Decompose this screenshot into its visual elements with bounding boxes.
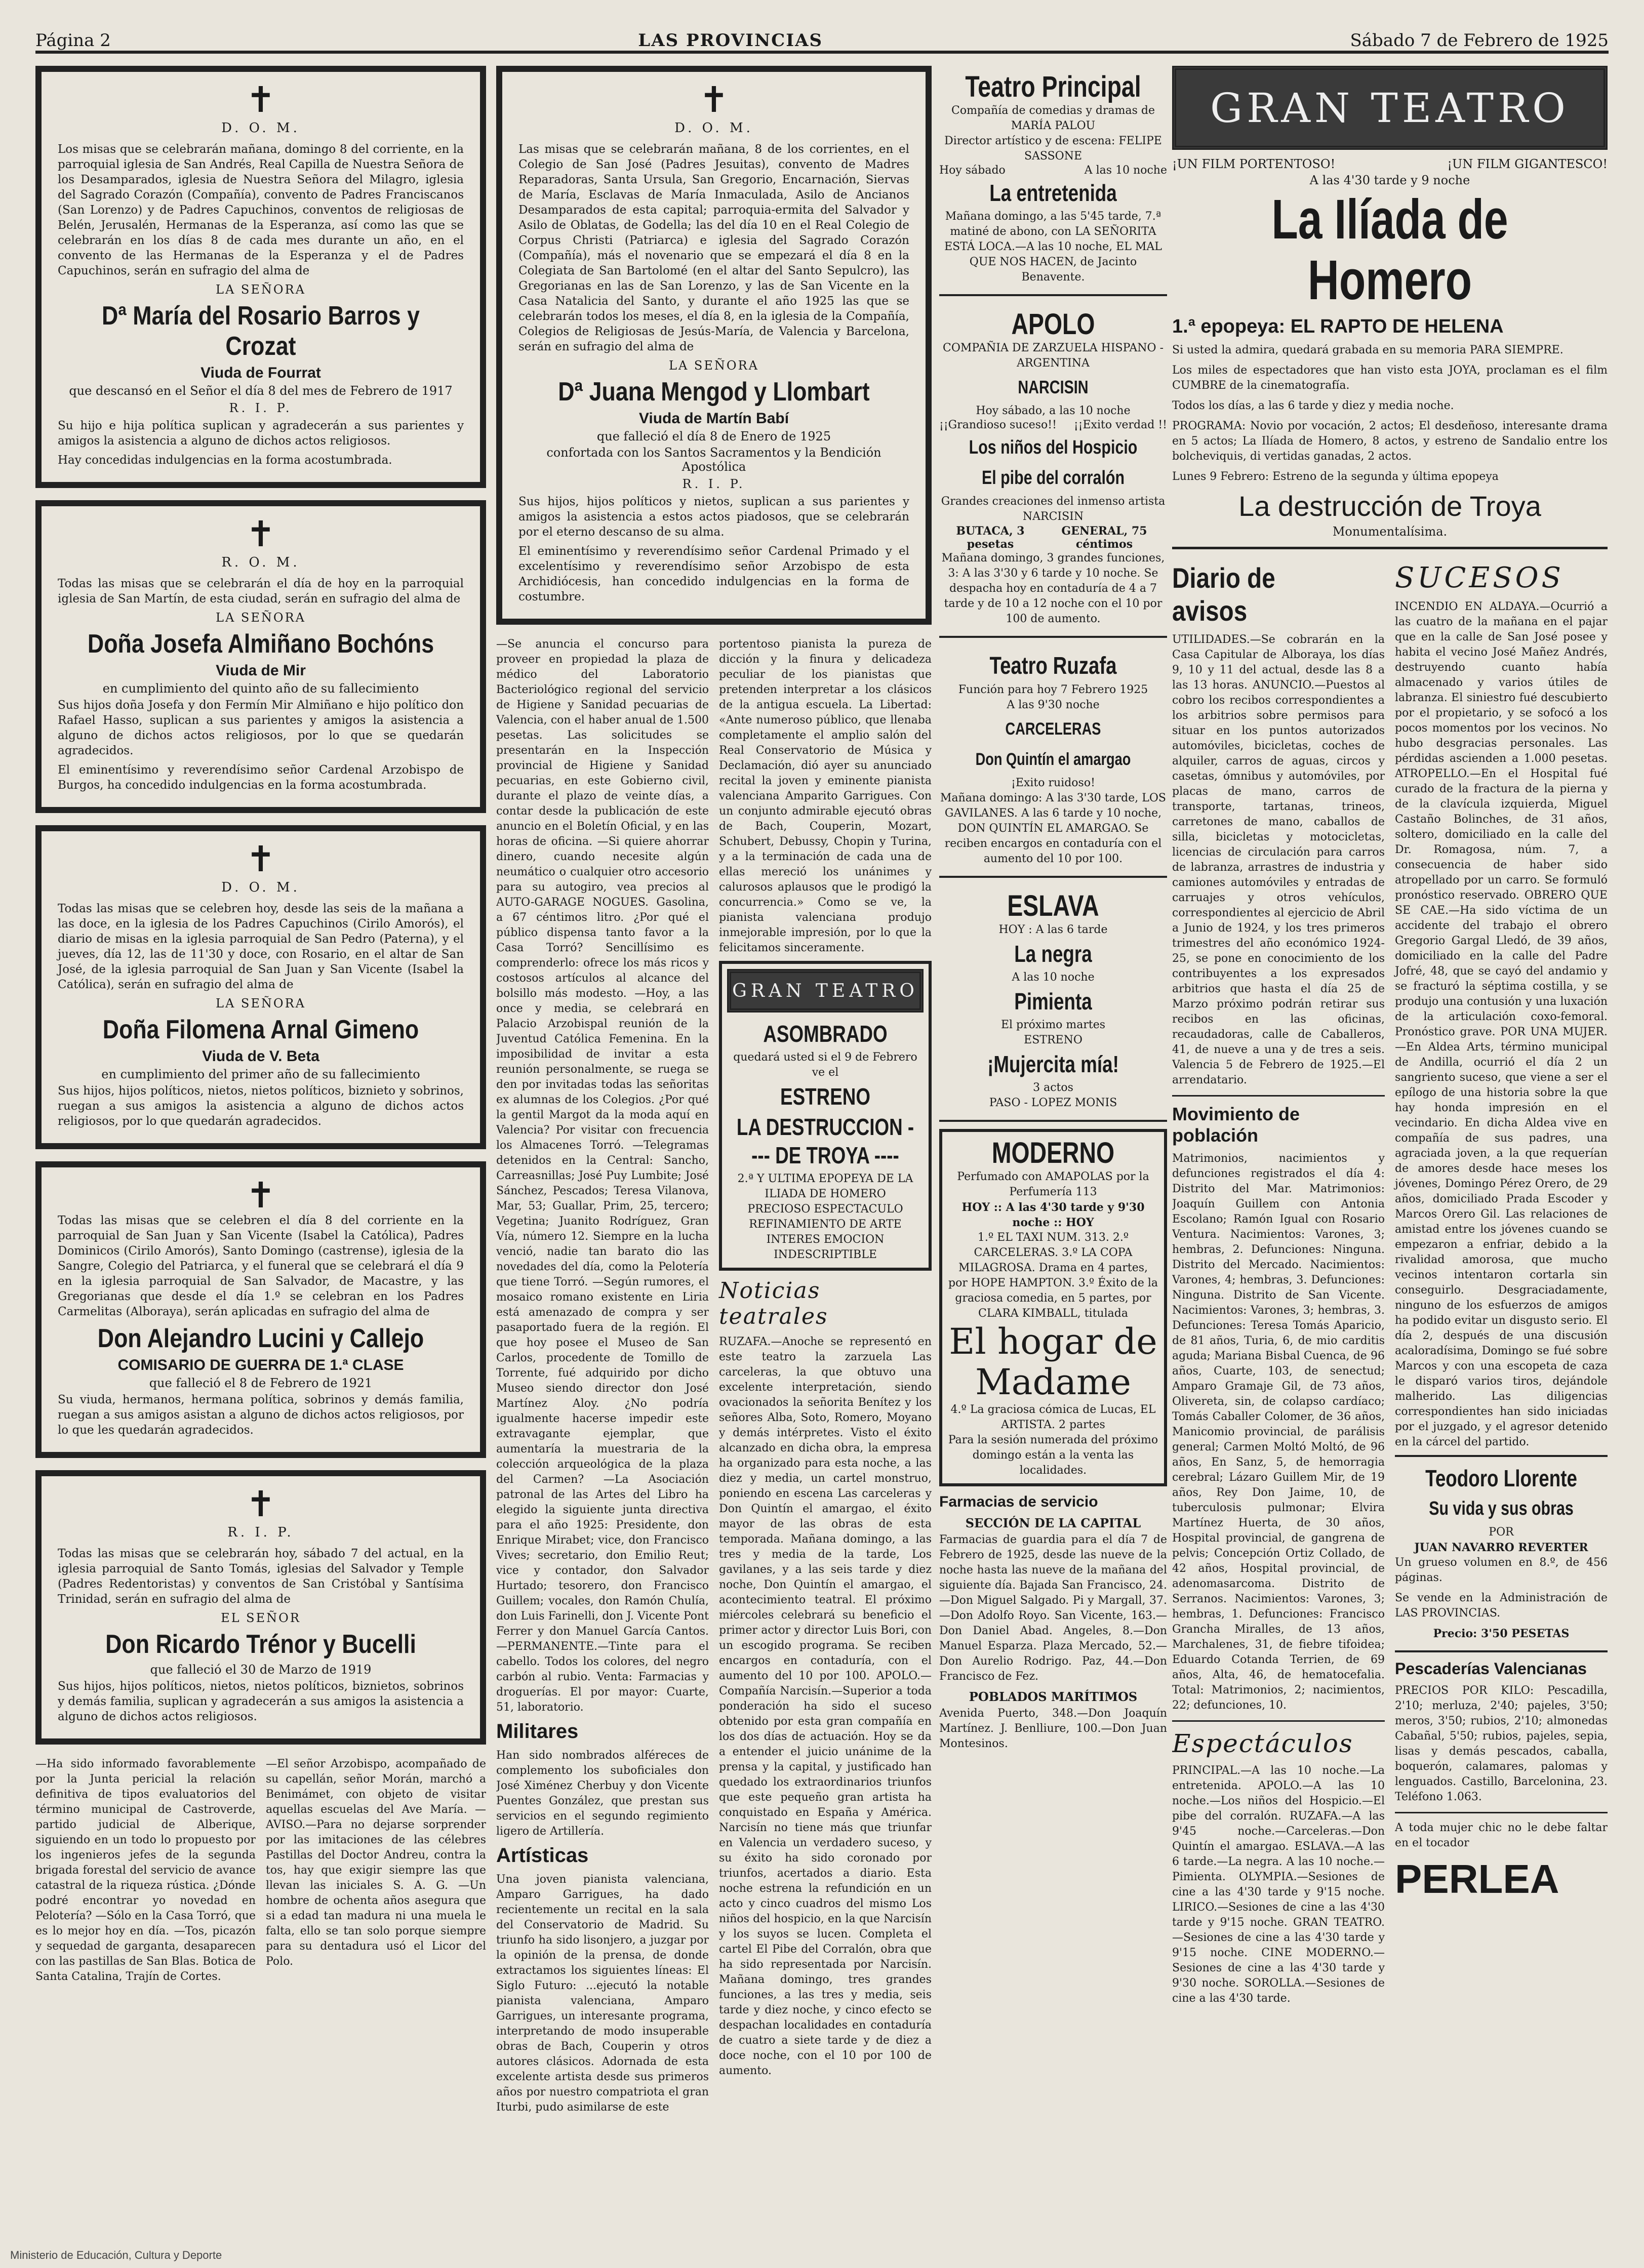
ad-title: MODERNO — [991, 1137, 1115, 1169]
ad-line: ¡Exito ruidoso! — [1011, 777, 1095, 789]
ad-banner: GRAN TEATRO — [727, 969, 924, 1012]
obituary-box — [496, 66, 932, 625]
obit-closing: Su hijo e hija política suplican y agradecerán a sus parientes y amigos la asistencia a alguno de dichos actos religiosos. — [58, 419, 464, 448]
obit-intro: Todas las misas que se celebrarán el día de hoy en la parroquial iglesia de San Martín, de esta ciudad, serán en sufragio del alma de — [58, 577, 464, 605]
ad-line: quedará usted si el 9 de Febrero ve el — [733, 1051, 917, 1079]
obit-intro: Todas las misas que se celebren hoy, desde las seis de la mañana a las doce, en la iglesia de los Padres Capuchinos (Cirilo Amorós), el diario de misas en la iglesia parroquial de San Pedro (Paterna), y el jueves, día 12, las de 11'30 y doce, con Rosario, en el altar de San José, de la iglesia parroquial de San Juan y San Vicente (Isabel la Católica), serán en sufragio del alma de — [58, 902, 464, 991]
ad-line: PASO - LOPEZ MONIS — [989, 1097, 1117, 1109]
obit-name: Dª Juana Mengod y Llombart — [558, 377, 870, 407]
obit-detail: que falleció el 8 de Febrero de 1921 — [149, 1376, 373, 1390]
obit-name: Don Ricardo Trénor y Bucelli — [105, 1630, 416, 1659]
ad-line: Mañana domingo, 3 grandes funciones, 3: A las 3'30 y 6 tarde y 10 noche. Se despacha hoy en contaduría de 4 a 7 tarde y de 10 a 12 noche con el 10 por 100 de aumento. — [941, 552, 1165, 625]
ad-line: Mañana domingo: A las 3'30 tarde, LOS GAVILANES. A las 6 tarde y 10 noche, DON QUINTÍN EL AMARGAO. Se reciben encargos en contaduría con el aumento del 10 por 100. — [940, 792, 1166, 865]
section-heading: Pescaderías Valencianas — [1395, 1659, 1587, 1678]
film-title: La destrucción de Troya — [1238, 490, 1541, 522]
ad-line: 2.ª Y ULTIMA EPOPEYA DE LA ILIADA DE HOMERO — [737, 1172, 913, 1200]
ad-line: A las 10 noche — [1084, 164, 1167, 177]
ad-line: Todos los días, a las 6 tarde y diez y media noche. — [1172, 399, 1454, 412]
obituary-box — [35, 825, 486, 1149]
cross-icon: ✝ — [246, 79, 276, 120]
news-text: Han sido nombrados alféreces de complemento los suboficiales don José Ximénez Cherbuy y don Vicente Puentes González, que prestan sus servicios en el segundo regimiento ligero de Artillería. — [496, 1749, 709, 1838]
section-heading: Militares — [496, 1720, 579, 1743]
column-cinema-sucesos — [1172, 66, 1608, 2207]
ad-show: CARCELERAS — [1005, 719, 1101, 739]
obit-dom: R. I. P. — [227, 1525, 294, 1540]
ad-title: Teatro Principal — [965, 70, 1141, 103]
shows-list: PRINCIPAL.—A las 10 noche.—La entretenida. APOLO.—A las 10 noche.—Los niños del Hospicio.—El pibe del corralón. RUZAFA.—A las 9'45 noche.—Carceleras.—Don Quintín el amargao. ESLAVA.—A las 6 tarde.—La negra. A las 10 noche.—Pimienta. OLYMPIA.—Sesiones de cine a las 4'30 tarde y 9'15 noche. LIRICO.—Sesiones de cine a las 4'30 tarde y 9'15 noche. GRAN TEATRO.—Sesiones de cine a las 4'30 tarde y 9'15 noche. CINE MODERNO.—Sesiones de cine a las 4'30 tarde y 9'30 noche. SOROLLA.—Sesiones de cine a las 4'30 tarde. — [1172, 1764, 1385, 2005]
news-columns — [496, 637, 932, 2120]
ad-line: Compañía de comedias y dramas de MARÍA PALOU — [951, 104, 1155, 132]
cross-icon: ✝ — [246, 838, 276, 880]
ad-show: Don Quintín el amargao — [975, 750, 1131, 769]
eslava-ad — [939, 885, 1167, 1122]
ad-title: Teatro Ruzafa — [989, 653, 1117, 679]
teatro-ruzafa-ad — [939, 645, 1167, 878]
obit-detail: que descansó en el Señor el día 8 del mes de Febrero de 1917 — [69, 384, 453, 398]
obituary-box — [35, 1470, 486, 1745]
obit-role: Viuda de Fourrat — [201, 364, 321, 381]
ad-line: PROGRAMA: Novio por vocación, 2 actos; El desdeñoso, interesante drama en 5 actos; La Ilíada de Homero, 8 actos, y estreno de Sandalio entre los bolcheviquis, di vertidas ganadas, 2 actos. — [1172, 420, 1608, 463]
obit-role: Viuda de Mir — [216, 662, 306, 679]
ad-show: La entretenida — [989, 180, 1117, 206]
gran-teatro-ad — [719, 961, 932, 1271]
obit-rip: R. I. P. — [682, 477, 746, 491]
obit-intro: Todas las misas que se celebren el día 8 del corriente en la parroquial de San Juan y San Vicente (Isabel la Católica), Padres Dominicos (Cirilo Amorós), Santo Domingo (castrense), iglesia de la Sangre, Colegio del Patriarca, y el funeral que se celebrará el día 9 en la iglesia parroquial de San Salvador, de Macastre, y las Gregorianas que desde el día 1.º se celebran en los Padres Carmelitas (Alboraya), serán aplicadas en sufragio del alma de — [58, 1214, 464, 1318]
ad-line: Hoy sábado, a las 10 noche — [976, 404, 1131, 417]
news-text: Una joven pianista valenciana, Amparo Garrigues, ha dado recientemente un recital en la sala del Conservatorio de Madrid. Su triunfo ha sido lisonjero, a juzgar por la opinión de la prensa, de donde extractamos los siguientes líneas: El Siglo Futuro: ...ejecutó la notable pianista valenciana, Amparo Garrigues, un interesante programa, interpretando de modo insuperable obras de Bach, Couperin y otros autores clásicos. Adornada de esta excelente artista desde sus primeros años por nuestro compatriota el gran Iturbi, pudo asimilarse de este — [496, 1873, 709, 2114]
ad-line: Director artístico y de escena: FELIPE SASSONE — [944, 135, 1162, 163]
news-briefs — [35, 1757, 486, 1990]
section-heading: Artísticas — [496, 1844, 589, 1867]
news-brief: —El señor Arzobispo, acompañado de su capellán, señor Morán, marchó a Benimámet, con objeto de visitar aquellas escuelas del Ave María. —AVISO.—Para no dejarse sorprender por las imitaciones de las célebres Pastillas del Doctor Andreu, contra la tos, hay que exigir siempre las que llevan las iniciales S. A. G. —Un hombre de ochenta años asegura que si a edad tan madura ni una muela le falta, ello se tan solo porque siempre para su dentadura usó el Licor del Polo. — [266, 1758, 486, 1968]
section-heading: Farmacias de servicio — [939, 1493, 1098, 1510]
obituary-box — [35, 500, 486, 813]
obit-intro: Los misas que se celebrarán mañana, domingo 8 del corriente, en la parroquial iglesia de San Andrés, Real Capilla de Nuestra Señora de los Desamparados, iglesia de Nuestra Señora del Milagro, iglesia del Sagrado Corazón (Compañía), convento de Padres Franciscanos (San Lorenzo) y de Padres Capuchinos, conventos de religiosas de Belén, Jerusalén, Hermanas de la Esperanza, así como las que se celebrarán en los días 8 de cada mes durante un año, en el convento de las Hermanas de la Esperanza y el de Padres Capuchinos, serán en sufragio del alma de — [58, 143, 464, 277]
footer-credit: Ministerio de Educación, Cultura y Deporte — [10, 2249, 222, 2261]
paper-name: LAS PROVINCIAS — [638, 30, 823, 51]
ad-line: PRECIOSO ESPECTACULO REFINAMIENTO DE ARTE — [747, 1203, 903, 1231]
cross-icon: ✝ — [246, 1483, 276, 1525]
ad-show: El hogar de Madame — [949, 1321, 1157, 1403]
ad-line: ¡UN FILM PORTENTOSO! — [1172, 157, 1336, 171]
cross-icon: ✝ — [246, 1174, 276, 1216]
pharmacy-list: Farmacias de guardia para el día 7 de Febrero de 1925, desde las nueve de la noche hasta las nueve de la mañana del siguiente día. Bajada San Francisco, 24.—Don Miguel Salgado. Pi y Margall, 37.—Don Adolfo Royo. San Vicente, 163.—Don Daniel Abad. Angeles, 8.—Don Manuel Esparza. Plaza Mercado, 52.—Don Aurelio Rodrigo. Paz, 44.—Don Francisco de Fez. — [939, 1533, 1167, 1683]
ad-show: La negra — [1014, 941, 1092, 967]
ad-line: ASOMBRADO — [763, 1021, 888, 1047]
obit-role: Viuda de Martín Babí — [638, 410, 789, 427]
ad-line: Monumentalísima. — [1332, 524, 1448, 539]
pharmacy-list: Avenida Puerto, 348.—Don Joaquín Martínez. J. Benlliure, 100.—Don Juan Montesinos. — [939, 1707, 1167, 1750]
ad-title: Teodoro Llorente — [1425, 1465, 1577, 1491]
ad-line: COMPAÑIA DE ZARZUELA HISPANO - ARGENTINA — [942, 342, 1164, 370]
obit-name: Dª María del Rosario Barros y Crozat — [102, 301, 420, 361]
obit-name: Doña Filomena Arnal Gimeno — [102, 1015, 419, 1044]
ad-show: Los niños del Hospicio — [969, 437, 1138, 458]
ad-line: Si usted la admira, quedará grabada en su memoria PARA SIEMPRE. — [1172, 344, 1563, 356]
ad-line: JUAN NAVARRO REVERTER — [1414, 1541, 1588, 1554]
ad-line: 1.ª epopeya: EL RAPTO DE HELENA — [1172, 316, 1504, 337]
obit-intro: Las misas que se celebrarán mañana, 8 de los corrientes, en el Colegio de San José (Padres Jesuitas), convento de Madres Reparadoras, Santa Ursula, San Gregorio, Encarnación, Siervas de María, Esclavas de María Inmaculada, Asilo de Ancianos Desamparados de esta capital; parroquia-ermita del Salvador y Asilo de Oblatas, de Godella; las del día 10 en el Real Colegio de Corpus Christi (Patriarca) e iglesia del Sagrado Corazón (Compañía), más el novenario que se empezará el día 8 en la Colegiata de San Bartolomé (en el altar del Santo Sepulcro), las Gregorianas en las de San Lorenzo, y las de San Vicente en la Casa Natalicia del Santo, y durante el año 1925 las que se celebrarán todos los meses, el día 8, en la iglesia de la Compañía, Colegios de Religiosas de Jesús-María, de Valencia y Barcelona, serán en sufragio del alma de — [518, 143, 909, 353]
moderno-ad — [939, 1129, 1167, 1486]
column-theatres — [939, 66, 1167, 2207]
ad-line: Mañana domingo, a las 5'45 tarde, 7.ª matiné de abono, con LA SEÑORITA ESTÁ LOCA.—A las 10 noche, EL MAL QUE NOS HACEN, de Jacinto Benavente. — [944, 210, 1162, 284]
cross-icon: ✝ — [246, 513, 276, 555]
obit-name: Doña Josefa Almiñano Bochóns — [87, 629, 434, 659]
ad-line: Función para hoy 7 Febrero 1925 — [958, 683, 1148, 696]
section-heading: Espectáculos — [1172, 1729, 1353, 1758]
ad-line: HOY :: A las 4'30 tarde y 9'30 noche :: HOY — [961, 1201, 1145, 1229]
ad-line: INTERES EMOCION INDESCRIPTIBLE — [766, 1233, 885, 1261]
ad-line: Para la sesión numerada del próximo domingo están a la venta las localidades. — [948, 1434, 1158, 1477]
ad-line: A toda mujer chic no le debe faltar en el tocador — [1395, 1821, 1608, 1849]
ad-show: El pibe del corralón — [981, 467, 1125, 489]
masthead — [35, 15, 1609, 54]
obit-detail: confortada con los Santos Sacramentos y la Bendición Apostólica — [546, 446, 881, 474]
population-text: Matrimonios, nacimientos y defunciones registrados el día 4: Distrito del Mar. Matrimonios: Joaquín Guillem con Antonia Escolano; Ramón Igual con Rosario Ventura. Nacimientos: Varones, 3; hembras, 2. Defunciones: Ninguna. Distrito del Mercado. Nacimientos: Varones, 4; hembras, 3. Defunciones: Ninguna. Distrito de San Vicente. Nacimientos: Varones, 3; hembras, 3. Defunciones: Teresa Tomás Aparicio, de 81 años, Turia, 6, de mio carditis aguda; Mariana Bisbal Cuenca, de 96 años, Cuarte, 103, de senectud; Amparo Gramaje Gil, de 73 años, Olivereta, sin, de colapso cardíaco; Tomás Caballer Colomer, de 36 años, Manicomio provincial, de parálisis general; Carmen Moltó Moltó, de 96 años, En Sanz, 5, de hemorragia cerebral; Lázaro Guillem Mir, de 19 años, Rey Don Jaime, 10, de tuberculosis pulmonar; Elvira Martínez Huerta, de 30 años, Hospital provincial, de gangrena de pelvis; Concepción Ortiz Collado, de 42 años, Hospital provincial, de adenomasarcoma. Distrito de Serranos. Nacimientos: Varones, 3; hembras, 1. Defunciones: Francisco Grancha Miralles, de 13 años, Marchalenes, 31, de fiebre tifoidea; Eduardo Cotanda Terrien, de 69 años, Alta, 46, de hematocefalia. Total: Matrimonios, 2; nacimientos, 22; defunciones, 10. — [1172, 1152, 1385, 1712]
section-heading: Noticias teatrales — [719, 1278, 828, 1329]
notice-text: UTILIDADES.—Se cobrarán en la Casa Capitular de Alboraya, los días 9, 10 y 11 del actual, desde las 8 a las 13 horas. ANUNCIO.—Puestos al cobro los recibos correspondientes a los arbitrios sobre permisos para situar en los puntos autorizados automóviles, bicicletas, coches de alquiler, carros de aguas, circos y casetas, ómnibus y automóviles, por placas de mano, carros de transporte, tartanas, trineos, carretones de mano, caballos de silla, bicicletas y motocicletas, licencias de circulación para carros de labranza, arrastres de industria y camiones automóviles y entradas de carruajes y otros vehículos, correspondientes al ejercicio de Abril a Junio de 1924, y los tres primeros trimestres del año económico 1924-25, se pone en conocimiento de los contribuyentes a los expresados arbitrios que hasta el día 25 de Marzo próximo podrán retirar sus recibos en las oficinas, recaudadoras, calle de Caballeros, 41, de nueve a una y de tres a seis. Valencia 5 de Febrero de 1925.—El arrendatario. — [1172, 633, 1385, 1086]
obit-closing: Sus hijos, hijos políticos, nietos, nietos políticos, biznietos, sobrinos y demás familia, suplican y agradecerán a sus amigos la asistencia a alguno de dichos actos religiosos. — [58, 1680, 464, 1723]
obit-dom: D. O. M. — [221, 880, 300, 895]
news-text: portentoso pianista la pureza de dicción y la finura y delicadeza peculiar de los pianistas que pretenden interpretar a los clásicos de la antigua escuela. La Libertad: «Ante numeroso público, que llenaba completamente el amplio salón del Real Conservatorio de Música y Declamación, dió ayer su anunciado recital la joven y eminente pianista valenciana Amparito Garrigues. Con un conjunto admirable ejecutó obras de Bach, Couperin, Mozart, Schubert, Debussy, Chopin y Turina, y a la terminación de cada una de ellas mereció los unánimes y calurosos aplausos que le prodigó la concurrencia.» Como se ve, la pianista valenciana produjo inmejorable impresión, por lo que la felicitamos sinceramente. — [719, 638, 932, 954]
obit-dom: R. O. M. — [221, 555, 300, 570]
ad-line: BUTACA, 3 pesetas — [956, 524, 1025, 551]
ad-line: Perfumado con AMAPOLAS por la Perfumería 113 — [957, 1170, 1149, 1198]
obit-detail: que falleció el día 8 de Enero de 1925 — [596, 429, 831, 443]
column-news — [496, 66, 932, 2207]
ad-line: El próximo martes — [1000, 1019, 1106, 1031]
divider — [1172, 1095, 1385, 1097]
ad-line: Se vende en la Administración de LAS PROVINCIAS. — [1395, 1592, 1608, 1619]
ad-price: Precio: 3'50 PESETAS — [1433, 1627, 1570, 1640]
obituary-box — [35, 66, 486, 488]
sucesos-text: INCENDIO EN ALDAYA.—Ocurrió a las cuatro de la mañana en el pajar que en la calle de San José posee y habita el vecino José Mañez Andrés, destruyendo cuanto había almacenado y varios útiles de labranza. El siniestro fué descubierto por el propietario, y se sofocó a los pocos momentos por los vecinos. No hubo desgracias personales. Las pérdidas ascienden a 1.000 pesetas. ATROPELLO.—En el Hospital fué curado de la fractura de la pierna y de la clavícula izquierda, Miguel Castaño Bolinches, de 31 años, soltero, domiciliado en la calle del Dr. Romagosa, núm. 7, a consecuencia de haber sido atropellado por un carro. Se formuló pronóstico reservado. OBRERO QUE SE CAE.—Ha sido víctima de un accidente del trabajo el obrero Gregorio Gargal Lledó, de 39 años, domiciliado en la calle del Padre Jofré, 48, que se cayó del andamio y se fracturó la séptima costilla, y se produjo una contusión y una luxación de la articulación coxo-femoral. Pronóstico grave. POR UNA MUJER.—En Aldea Arts, término municipal de Andilla, ocurrió el día 2 un sangriento suceso, que viene a ser el epílogo de una historia sobre la que hay honda impresión en el vecindario. En dicha Aldea vive en compañía de sus padres, una agraciada joven, a la que requerían de amores desde hace meses los jóvenes, Domingo Pérez Orero, de 29 años, domiciliado Prada Escoder y Marcos Orero Gil. Las relaciones de amistad entre los jóvenes cuando se empezaron a enfriar, debido a la rivalidad amorosa, que mucho vecinos intentaron cortarla sin conseguirlo. Desgraciadamente, ninguno de los esfuerzos de amigos ha podido evitar un disgusto serio. El día 2, después de una discusión acaloradísima, Domingo se fué sobre Marcos y con una escopeta de caza le disparó varios tiros, dejándole malherido. Las diligencias correspondientes han sido iniciadas por el juzgado, y el agresor detenido en la cárcel del partido. — [1395, 600, 1608, 1448]
obit-role: Viuda de V. Beta — [202, 1048, 319, 1065]
section-heading: SUCESOS — [1395, 561, 1564, 594]
ad-line: Un grueso volumen en 8.º, de 456 páginas. — [1395, 1556, 1608, 1584]
obit-extra: Hay concedidas indulgencias en la forma acostumbrada. — [58, 454, 392, 467]
obit-closing: Sus hijos doña Josefa y don Fermín Mir Almiñano e hijo político don Rafael Hasso, suplican a sus parientes y amigos la asistencia a alguno de dichos actos religiosos, por lo que se quedarán agradecidos. — [58, 699, 464, 757]
ad-title: ESLAVA — [1007, 889, 1099, 922]
obit-rip: R. I. P. — [229, 401, 293, 415]
ad-line: Grandes creaciones del inmenso artista NARCISIN — [941, 495, 1166, 523]
obit-title: LA SEÑORA — [216, 996, 306, 1010]
film-title: La Ilíada de Homero — [1271, 188, 1508, 311]
teatro-principal-ad — [939, 66, 1167, 296]
section-subheading: POBLADOS MARÍTIMOS — [969, 1689, 1138, 1704]
ad-line: A las 10 noche — [1012, 971, 1095, 984]
book-ad — [1395, 1455, 1608, 1652]
ad-line: Los miles de espectadores que han visto esta JOYA, proclaman es el film CUMBRE de la cinematografía. — [1172, 364, 1608, 392]
col4-split — [1172, 556, 1608, 2011]
ad-line: POR — [1489, 1526, 1514, 1538]
obit-intro: Todas las misas que se celebrarán hoy, sábado 7 del actual, en la iglesia parroquial de Santo Tomás, iglesias del Salvador y Temple (Padres Redentoristas) y conventos de San Cristóbal y Santísima Trinidad, serán en sufragio del alma de — [58, 1547, 464, 1606]
ad-line: Hoy sábado — [939, 164, 1006, 177]
divider — [1172, 1720, 1385, 1722]
obit-title: EL SEÑOR — [221, 1611, 301, 1625]
obit-detail: en cumplimiento del quinto año de su fallecimiento — [102, 681, 419, 696]
ad-line: 4.º La graciosa cómica de Lucas, EL ARTISTA. 2 partes — [950, 1403, 1156, 1431]
obit-closing: Sus hijos, hijos políticos, nietos, nietos políticos, biznieto y sobrinos, ruegan a sus amigos la asistencia a alguno de dichos actos religiosos, por lo que quedarán agradecidos. — [58, 1084, 464, 1128]
obit-detail: que falleció el 30 de Marzo de 1919 — [150, 1663, 372, 1677]
ad-line: ESTRENO — [780, 1083, 870, 1110]
issue-date: Sábado 7 de Febrero de 1925 — [1350, 30, 1609, 51]
divider — [1395, 1812, 1608, 1813]
cross-icon: ✝ — [699, 79, 729, 120]
gran-teatro-film-ad — [1172, 66, 1608, 549]
obituary-box — [35, 1161, 486, 1458]
news-text: RUZAFA.—Anoche se representó en este teatro la zarzuela Las carceleras, la que obtuvo una excelente interpretación, siendo ovacionados la señorita Benítez y los señores Alba, Soto, Romero, Moyano y demás intérpretes. Visto el éxito alcanzado en dicha obra, la empresa ha organizado para esta noche, a las diez y media, un cartel monstruo, poniendo en escena Las carceleras y Don Quintín el amargao, el éxito mayor de las obras de esta temporada. Mañana domingo, a las tres y media de la tarde, Los gavilanes, y a las seis tarde y diez noche, Don Quintín el amargao, el acontecimiento teatral. El próximo miércoles celebrará su beneficio el primer actor y director Luis Bori, con un escogido programa. Se reciben encargos en contaduría, con el aumento del 10 por 100. APOLO.—Compañía Narcisín.—Superior a toda ponderación ha sido el suceso obtenido por esta gran compañía en los dos días de actuación. Hoy se da a entender el juicio unánime de la prensa y la capital, y justificado han quedado los extraordinarios triunfos que este pequeño gran artista ha conquistado en España y América. Narcisín no tiene más que triunfar en Valencia un verdadero suceso, y su éxito ha sido coronado por triunfos, acertados a diario. Esta noche estrena la refundición en un acto y cinco cuadros del mismo Los niños del hospicio, en la que Narcisín y los suyos se lucen. Completa el cartel El Pibe del Corralón, obra que ha sido representada por Narcisín. Mañana domingo, tres grandes funciones, a las tres y media, seis tarde y diez noche, y cinco efecto se despachan localidades en contaduría de cuatro a siete tarde y de diez a doce noche, con el 10 por 100 de aumento. — [719, 1335, 932, 2077]
perla-logo: PERLEA — [1395, 1856, 1559, 1901]
ad-line: A las 4'30 tarde y 9 noche — [1309, 173, 1470, 187]
obit-title: LA SEÑORA — [216, 282, 306, 297]
page-number: Página 2 — [35, 30, 111, 51]
price-list: PRECIOS POR KILO: Pescadilla, 2'10; merluza, 2'40; pajeles, 3'50; meros, 3'50; rubios, 2'10; almonedas Cabañal, 5'50; rubios, pajeles, sepia, lisas y demás pescados, caballa, boquerón, calamares, palomas y lenguados. Castillo, Barcelonina, 23. Teléfono 1.063. — [1395, 1684, 1608, 1803]
ad-line: ESTRENO — [1024, 1034, 1082, 1046]
obit-role: COMISARIO DE GUERRA DE 1.ª CLASE — [117, 1357, 404, 1373]
obit-closing: Sus hijos, hijos políticos y nietos, suplican a sus parientes y amigos la asistencia a estos actos piadosos, que se celebrarán por el eterno descanso de su alma. — [518, 495, 909, 539]
section-heading: Movimiento de población — [1172, 1104, 1300, 1146]
ad-line: HOY : A las 6 tarde — [998, 923, 1108, 936]
ad-show: ¡Mujercita mía! — [987, 1051, 1119, 1077]
ad-line: LA DESTRUCCION ---- DE TROYA ---- — [736, 1114, 914, 1168]
ad-line: A las 9'30 noche — [1007, 699, 1100, 711]
ad-line: 1.º EL TAXI NUM. 313. 2.º CARCELERAS. 3.º LA COPA MILAGROSA. Drama en 4 partes, por HOPE HAMPTON. 3.º Éxito de la graciosa comedia, en 5 partes, por CLARA KIMBALL, titulada — [948, 1231, 1158, 1320]
obit-extra: El eminentísimo y reverendísimo señor Cardenal Primado y el excelentísimo y reverendísimo señor Arzobispo de esta Archidiócesis, han concedido indulgencias en la forma de costumbre. — [518, 545, 909, 603]
obit-closing: Su viuda, hermanos, hermana política, sobrinos y demás familia, ruegan a sus amigos asistan a alguno de dichos actos religiosos, por lo que les quedarán agradecidos. — [58, 1393, 464, 1437]
obit-title: LA SEÑORA — [216, 611, 306, 625]
ad-banner: GRAN TEATRO — [1172, 66, 1608, 150]
obit-detail: en cumplimiento del primer año de su fallecimiento — [101, 1067, 420, 1081]
obit-name: Don Alejandro Lucini y Callejo — [97, 1324, 424, 1353]
ad-line: ¡¡Exito verdad !! — [1073, 419, 1167, 431]
ad-line: ¡UN FILM GIGANTESCO! — [1447, 157, 1608, 171]
obit-dom: D. O. M. — [674, 120, 753, 136]
news-brief: —Ha sido informado favorablemente por la Junta pericial la relación definitiva de tipos evaluatorios del término municipal de Castroverde, partido judicial de Alberique, siguiendo en un todo lo propuesto por los ingenieros jefes de la segunda brigada forestal del servicio de avance catastral de la riqueza rústica. ¿Dónde podré encontrar yo novedad en Pelotería? —Sólo en la Casa Torró, que es lo mejor hoy en día. —Tos, picazón y sequedad de garganta, desaparecen con las pastillas de San Blas. Botica de Santa Catalina, Trajín de Cortes. — [35, 1758, 256, 1983]
section-heading: Diario de avisos — [1172, 562, 1275, 627]
obit-extra: El eminentísimo y reverendísimo señor Cardenal Arzobispo de Burgos, ha concedido indulgencias en la forma acostumbrada. — [58, 763, 464, 792]
ad-title: APOLO — [1011, 308, 1095, 341]
obit-title: LA SEÑORA — [669, 358, 759, 373]
apolo-ad — [939, 303, 1167, 638]
ad-line: Su vida y sus obras — [1429, 1498, 1574, 1519]
ad-line: Lunes 9 Febrero: Estreno de la segunda y última epopeya — [1172, 470, 1499, 483]
obit-dom: D. O. M. — [221, 120, 300, 136]
ad-line: NARCISIN — [1018, 377, 1089, 397]
ad-line: 3 actos — [1033, 1081, 1073, 1094]
ad-show: Pimienta — [1014, 988, 1092, 1015]
ad-line: ¡¡Grandioso suceso!! — [939, 419, 1057, 431]
ad-line: GENERAL, 75 céntimos — [1061, 524, 1147, 551]
news-text: —Se anuncia el concurso para proveer en propiedad la plaza de médico del Laboratorio Bacteriológico regional del servicio de Higiene y Sanidad pecuarias de Valencia, con el haber anual de 1.500 pesetas. Las solicitudes se presentarán en la Inspección provincial de Higiene y Sanidad pecuarias, en este Gobierno civil, durante el plazo de veinte días, a contar desde la publicación de este anuncio en el Boletín Oficial, y en las horas de oficina. —Si quiere ahorrar dinero, cuando necesite algún neumático o cualquier otro accesorio para su autogiro, vea precios al AUTO-GARAGE NOGUES. Gasolina, a 67 céntimos litro. ¿Por qué el público dispensa tanto favor a la Casa Torró? Sencillísimo es comprenderlo: ofrece los más ricos y costosos artículos al alcance del bolsillo más modesto. —Hoy, a las once y media, se celebrará en Palacio Arzobispal reunión de la Juventud Católica Femenina. En la imposibilidad de invitar a esta reunión personalmente, se ruega se den por invitadas todas las señoritas ex alumnas de los Colegios. ¿Por qué la gentil Margot da la moda aquí en Valencia? Por visitar con frecuencia los Almacenes Torró. —Telegramas detenidos en la Central: Sancho, Carreasnillas; José Puy Lumbite; José Sánchez, Pescados; Teresa Vilanova, Mar, 53; Guallar, Prim, 25, tercero; Vegetina; Juanito Rodríguez, Gran Vía, número 12. Siempre en la lucha venció, nadie tan barato dio las novedades del día, como la Pelotería que tiene Torró. —Según rumores, el mosaico romano existente en Liria está amenazado de compra y ser pasaportado fuera de la región. El que hoy posee el Museo de San Carlos, procedente de Tomillo de Torrente, fué adquirido por dicho Museo siendo director don José Martínez Aloy. ¿No podría igualmente hacerse impedir este extravagante ejemplar, que aumentaría la muestraria de la colección arqueológica de la plaza del Carmen? —La Asociación patronal de las Artes del Libro ha elegido la siguiente junta directiva para el año 1925: Presidente, don Enrique Mirabet; vice, don Francisco Vives; secretario, don Emilio Reut; vice y contador, don Salvador Hurtado; tesorero, don Francisco Guillem; vocales, don Ramón Chulía, don Luis Farinelli, don J. Vicente Pont Ferrer y don Manuel García Cantos. —PERMANENTE.—Tinte para el cabello. Todos los colores, del negro carbón al rubio. Venta: Farmacias y droguerías. El por mayor: Cuarte, 51, laboratorio. — [496, 638, 709, 1714]
column-obituaries — [35, 66, 486, 2207]
section-subheading: SECCIÓN DE LA CAPITAL — [965, 1516, 1141, 1530]
